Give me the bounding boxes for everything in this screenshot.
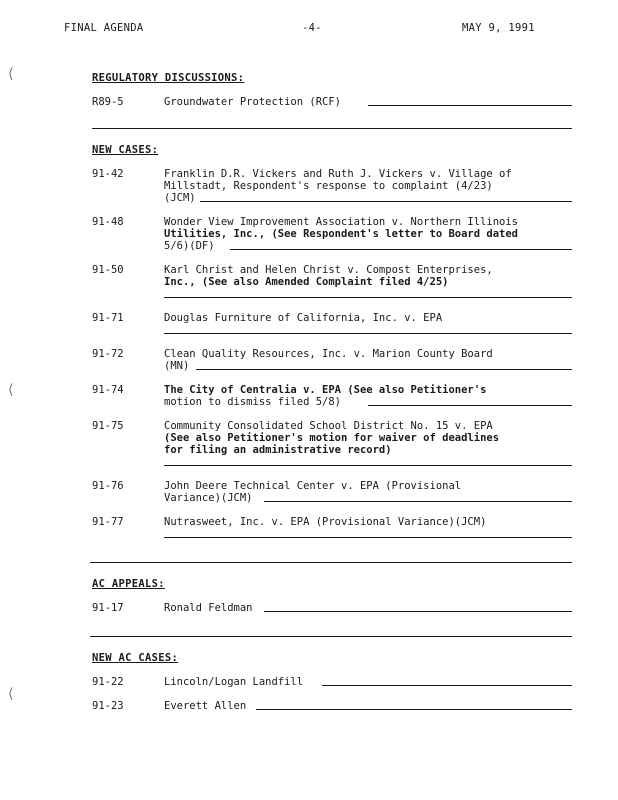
item-line: Nutrasweet, Inc. v. EPA (Provisional Variance)(JCM)	[164, 516, 487, 528]
header-left: FINAL AGENDA	[64, 22, 144, 34]
item-number: 91-48	[92, 216, 124, 228]
item-line: John Deere Technical Center v. EPA (Provisional	[164, 480, 462, 492]
scan-mark: ⟨	[8, 686, 14, 702]
item-line: for filing an administrative record)	[164, 444, 392, 456]
item-number: 91-77	[92, 516, 124, 528]
fill-line	[164, 333, 572, 334]
item-description: Groundwater Protection (RCF)	[164, 96, 342, 108]
item-description: Ronald Feldman	[164, 602, 253, 614]
fill-line	[322, 685, 572, 686]
item-line: Douglas Furniture of California, Inc. v. EPA	[164, 312, 443, 324]
item-number: 91-74	[92, 384, 124, 396]
fill-line	[230, 249, 572, 250]
scan-mark: ⟨	[8, 66, 14, 82]
fill-line	[264, 501, 572, 502]
section-heading-ac-appeals: AC APPEALS:	[92, 578, 165, 590]
item-line: Karl Christ and Helen Christ v. Compost Enterprises,	[164, 264, 493, 276]
fill-line	[264, 611, 572, 612]
item-number: 91-23	[92, 700, 124, 712]
header-date: MAY 9, 1991	[462, 22, 535, 34]
item-number: 91-22	[92, 676, 124, 688]
fill-line	[196, 369, 572, 370]
section-heading-regulatory: REGULATORY DISCUSSIONS:	[92, 72, 245, 84]
separator-line	[92, 128, 572, 129]
item-line: motion to dismiss filed 5/8)	[164, 396, 342, 408]
section-heading-new-cases: NEW CASES:	[92, 144, 159, 156]
fill-line	[164, 537, 572, 538]
item-line: (See also Petitioner's motion for waiver of deadlines	[164, 432, 500, 444]
fill-line	[368, 105, 572, 106]
section-heading-new-ac-cases: NEW AC CASES:	[92, 652, 179, 664]
item-line: Millstadt, Respondent's response to complaint (4/23)	[164, 180, 493, 192]
separator-line	[90, 562, 572, 563]
fill-line	[200, 201, 572, 202]
scan-mark: ⟨	[8, 382, 14, 398]
item-line: Wonder View Improvement Association v. Northern Illinois	[164, 216, 519, 228]
item-line: Utilities, Inc., (See Respondent's letter to Board dated	[164, 228, 519, 240]
item-line: (JCM)	[164, 192, 196, 204]
fill-line	[164, 465, 572, 466]
item-number: 91-76	[92, 480, 124, 492]
page-number: -4-	[302, 22, 322, 34]
item-line: Franklin D.R. Vickers and Ruth J. Vickers v. Village of	[164, 168, 512, 180]
item-number: 91-72	[92, 348, 124, 360]
item-number: 91-17	[92, 602, 124, 614]
fill-line	[256, 709, 572, 710]
item-line: Variance)(JCM)	[164, 492, 253, 504]
item-number: R89-5	[92, 96, 124, 108]
item-line: The City of Centralia v. EPA (See also Petitioner's	[164, 384, 487, 396]
item-description: Lincoln/Logan Landfill	[164, 676, 304, 688]
item-line: 5/6)(DF)	[164, 240, 215, 252]
fill-line	[164, 297, 572, 298]
item-number: 91-75	[92, 420, 124, 432]
item-line: Clean Quality Resources, Inc. v. Marion County Board	[164, 348, 493, 360]
item-description: Everett Allen	[164, 700, 247, 712]
fill-line	[368, 405, 572, 406]
item-line: Community Consolidated School District No. 15 v. EPA	[164, 420, 493, 432]
separator-line	[90, 636, 572, 637]
item-number: 91-42	[92, 168, 124, 180]
item-number: 91-71	[92, 312, 124, 324]
item-line: (MN)	[164, 360, 190, 372]
item-line: Inc., (See also Amended Complaint filed 4/25)	[164, 276, 449, 288]
item-number: 91-50	[92, 264, 124, 276]
